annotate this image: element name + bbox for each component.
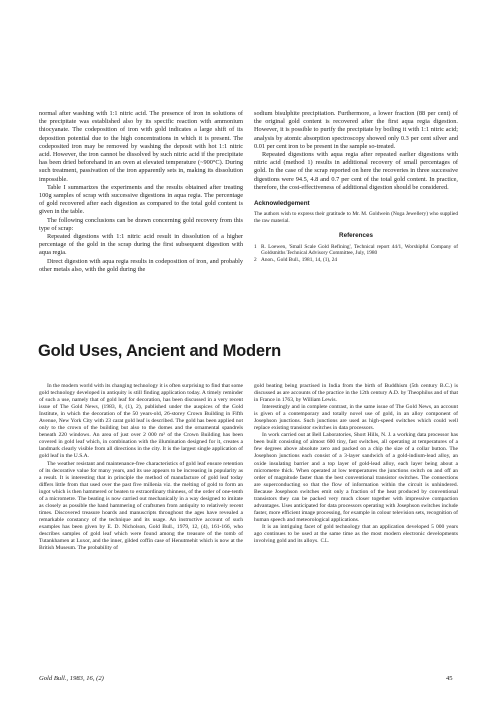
closing-text: It is an intriguing facet of gold technology that an application developed 5 000 years ago continues to be used at the same time as the most modern electronic developments involving gold and its alloys. bbox=[254, 523, 458, 545]
body-paragraph: Repeated digestions with 1:1 nitric acid result in dissolution of a higher percentage of the gold in the scrap during the first subsequent digestion with aqua regia. bbox=[39, 233, 243, 257]
reference-item bbox=[254, 257, 458, 264]
body-paragraph: The following conclusions can be drawn concerning gold recovery from this type of scrap: bbox=[39, 216, 243, 232]
bottom-left-column bbox=[39, 383, 243, 552]
top-right-column bbox=[254, 110, 458, 263]
reference-item bbox=[254, 244, 458, 257]
body-paragraph: Repeated digestions with aqua regia after repeated earlier digestions with nitric acid (method 1) results in additional recovery of small percentages of gold. In the case of the scrap reported on here the recoveries in three successive digestions were 94.5, 4.8 and 0.7 per cent of the total gold content. In practice, therefore, the cost-effectiveness of additional digestion should be considered. bbox=[254, 151, 458, 191]
page-number: 45 bbox=[446, 675, 453, 682]
body-paragraph: Direct digestion with aqua regia results in codeposition of iron, and probably other metals also, with the gold during the bbox=[39, 257, 243, 273]
body-paragraph: The weather resistant and maintenance-free characteristics of gold leaf ensure retention of its decorative value for many years, and its use appears to be increasing in popularity as a result. It is interesting that in principle the method of manufacture of gold leaf today differs little from that used over the past five millenia viz. the melting of gold to form an ingot which is then hammered or beaten to extraordinary thinness, of the order of one-tenth of a micrometre. The beating is now carried out mechanically in a way designed to imitate as closely as possible the hand hammering of craftsmen from antiquity to relatively recent times. Discovered treasure hoards and manuscripts throughout the ages have revealed a remarkable constancy of the technique and its usage. An instructive account of such examples has been given by E. D. Nicholson, Gold Bull., 1979, 12, (4), 161-166, who describes samples of gold leaf which were found among the treasure of the tomb of Tutankhamen at Luxor, and the inner, gilded coffin case of Henutmehit which is now at the British Museum. The probability of bbox=[39, 460, 243, 552]
reference-text: R. Loewen, 'Small Scale Gold Refining', Technical report 44/1, Worshipful Company of Goldsmiths Technical Advisory Committee, July, 1980 bbox=[261, 243, 458, 257]
body-paragraph: sodium bisulphite precipitation. Furthermore, a lower fraction (88 per cent) of the original gold content is recovered after the first aqua regia digestion. However, it is possible to purify the precipitate by boiling it with 1:1 nitric acid; analysis by atomic absorption spectroscopy showed only 0.3 per cent silver and 0.01 per cent iron to be present in the sample so-treated. bbox=[254, 110, 458, 150]
reference-text: Anon., Gold Bull., 1981, 14, (1), 24 bbox=[261, 256, 338, 263]
references-heading: References bbox=[339, 232, 373, 240]
reference-number: 2 bbox=[254, 256, 257, 263]
article-title: Gold Uses, Ancient and Modern bbox=[38, 342, 281, 360]
bottom-right-column bbox=[254, 383, 458, 545]
top-left-column bbox=[39, 110, 243, 274]
reference-number: 1 bbox=[254, 243, 257, 250]
body-paragraph: Table I summarizes the experiments and the results obtained after treating 100g samples of scrap with successive digestions in aqua regia. The percentage of gold recovered after each digestion as compared to the total gold content is given in the table. bbox=[39, 183, 243, 216]
author-initials: C.L. bbox=[320, 539, 330, 545]
body-paragraph: In the modern world with its changing technology it is often surprising to find that some gold technology developed in antiquity is still finding application today. A timely reminder of such a use, namely that of gold leaf for decoration, has been discussed in a very recent issue of The Gold News, (1983, 8, (1), 2), published under the auspices of the Gold Institute, in which the decoration of the 50 years-old, 26-storey Crown Building in Fifth Avenue, New York City with 23 carat gold leaf is described. The gold has been applied not only to the crown of the building but also to the domes and the ornamental spandrels beneath 220 windows. An area of just over 2 000 m² of the Crown Building has been covered in gold leaf which, in combination with the illumination designed for it, creates a landmark clearly visible from all directions in the city. It is the largest single application of gold leaf in the U.S.A. bbox=[39, 383, 243, 460]
body-paragraph: gold beating being practised in India from the birth of Buddhism (5th century B.C.) is discussed as are accounts of the practice in the 12th century A.D. by Theophilus and of that in France in 1763, by William Lewis. bbox=[254, 383, 458, 404]
body-paragraph bbox=[254, 524, 458, 545]
body-paragraph: normal after washing with 1:1 nitric acid. The presence of iron in solutions of the precipitate was established also by its specific reaction with ammonium thiocyanate. The codeposition of iron with gold indicates a large shift of its deposition potential due to the high concentrations in which it is present. The codeposited iron may be removed by washing the deposit with hot 1:1 nitric acid. However, the iron cannot be dissolved by such nitric acid if the precipitate has been dried beforehand in an oven at elevated temperature (~900°C). During such treatment, passivation of the iron apparently sets in, making its dissolution impossible. bbox=[39, 110, 243, 183]
body-paragraph: In work carried out at Bell Laboratories, Short Hills, N. J. a working data processor has been built consisting of almost 600 tiny, fast switches, all operating at temperatures of a few degrees above absolute zero and packed on a chip the size of a collar button. The Josephson junctions each consist of a 3-layer sandwich of a gold-indium-lead alloy, an oxide insulating barrier and a top layer of gold-lead alloy, each layer being about a micrometre thick. When operated at low temperatures the junctions switch on and off an order of magnitude faster than the best conventional transistor switches. The connections are superconducting so that the flow of information within the circuit is unhindered. Because Josephson switches emit only a fraction of the heat produced by conventional transistors they can be packed very much closer together with impressive compaction advantages. Uses anticipated for data processors operating with Josephson switches include faster, more efficient image processing, for example in colour television sets, recognition of human speech and meteorological applications. bbox=[254, 432, 458, 523]
footer-journal-citation: Gold Bull., 1983, 16, (2) bbox=[39, 675, 104, 682]
body-paragraph: Interestingly and in complete contrast, in the same issue of The Gold News, an account is given of a contemporary and totally novel use of gold, in an alloy component of Josephson junctions. Such junctions are used as high-speed switches which could well replace existing transistor switches in data processors. bbox=[254, 404, 458, 432]
acknowledgement-heading: Acknowledgement bbox=[254, 200, 310, 208]
acknowledgement-text: The authors wish to express their gratitude to Mr. M. Goldwein (Noga Jewellery) who supplied the raw material. bbox=[254, 211, 458, 224]
